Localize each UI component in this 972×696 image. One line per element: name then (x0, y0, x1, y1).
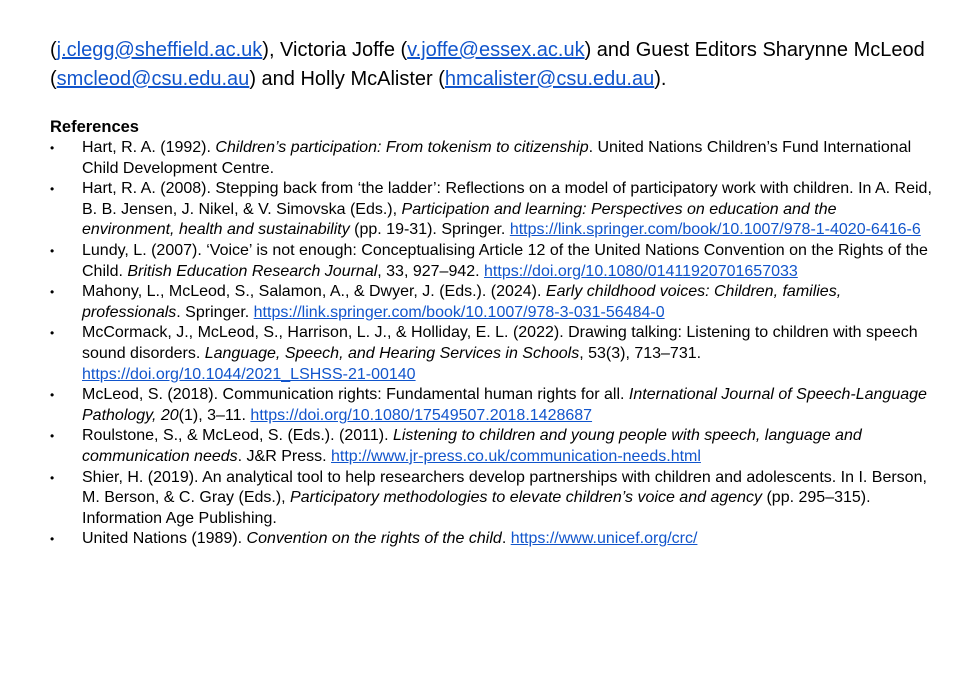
reference-text: United Nations (1989). (82, 530, 247, 548)
bullet-icon: • (50, 243, 55, 258)
intro-text: ). (654, 68, 667, 90)
intro-text: ( (50, 39, 57, 61)
reference-text: (1), 3–11. (178, 406, 251, 424)
reference-title: International Journal of Speech-Language Pathology, 20 (82, 386, 927, 424)
intro-text: ) and Guest Editors Sharynne McLeod ( (50, 39, 925, 90)
reference-item (50, 323, 932, 385)
reference-item (50, 529, 932, 550)
reference-title: Listening to children and young people with speech, language and communication needs (82, 427, 862, 465)
email-link-clegg[interactable]: j.clegg@sheffield.ac.uk (56, 39, 263, 61)
reference-item (50, 241, 932, 282)
reference-title: Language, Speech, and Hearing Services in Schools (204, 344, 580, 362)
bullet-icon: • (50, 388, 55, 403)
bullet-icon: • (50, 141, 55, 155)
reference-link[interactable]: https://www.unicef.org/crc/ (510, 530, 698, 548)
reference-title: Convention on the rights of the child (246, 530, 502, 548)
reference-text: Roulstone, S., & McLeod, S. (Eds.). (2011). (82, 427, 393, 445)
reference-item (50, 138, 932, 179)
bullet-icon: • (50, 470, 55, 485)
reference-title: Participatory methodologies to elevate children’s voice and agency (290, 489, 763, 507)
reference-text: Shier, H. (2019). An analytical tool to help researchers develop partnerships with children and adolescents. In I. Berson, M. Berson, & C. Gray (Eds.), (82, 468, 927, 507)
reference-text: McLeod, S. (2018). Communication rights: Fundamental human rights for all. (82, 386, 629, 404)
reference-link[interactable]: https://doi.org/10.1080/17549507.2018.1428687 (250, 406, 593, 424)
reference-title: Early childhood voices: Children, families, professionals (82, 283, 842, 321)
reference-item (50, 282, 932, 323)
reference-item (50, 468, 932, 530)
references-list (50, 138, 932, 550)
reference-item (50, 385, 932, 426)
intro-text: ) and Holly McAlister ( (249, 68, 445, 90)
reference-text: (pp. 19-31). Springer. (349, 221, 510, 239)
bullet-icon: • (50, 182, 55, 197)
reference-link[interactable]: http://www.jr-press.co.uk/communication-needs.html (331, 447, 701, 465)
reference-text: Hart, R. A. (1992). (82, 139, 216, 156)
reference-item (50, 426, 932, 467)
reference-title: Children’s participation: From tokenism to citizenship (215, 139, 589, 156)
reference-text: (pp. 295–315). Information Age Publishing. (82, 489, 871, 527)
intro-text: ), Victoria Joffe ( (262, 39, 408, 61)
reference-text: Mahony, L., McLeod, S., Salamon, A., & Dwyer, J. (Eds.). (2024). (82, 283, 546, 301)
reference-text: , 53(3), 713–731. (579, 344, 702, 362)
reference-link[interactable]: https://link.springer.com/book/10.1007/978-3-031-56484-0 (253, 303, 665, 321)
reference-text: Lundy, L. (2007). ‘Voice’ is not enough: Conceptualising Article 12 of the United Nations Convention on the Rights of the Child. (82, 241, 928, 280)
reference-link[interactable]: https://link.springer.com/book/10.1007/978-1-4020-6416-6 (509, 221, 921, 239)
reference-text: , 33, 927–942. (377, 262, 485, 280)
intro-paragraph (50, 36, 932, 94)
bullet-icon: • (50, 285, 55, 300)
reference-text: . J&R Press. (237, 447, 331, 465)
reference-link[interactable]: https://doi.org/10.1044/2021_LSHSS-21-00140 (82, 365, 416, 383)
reference-text: . United Nations Children’s Fund International Child Development Centre. (82, 139, 912, 177)
reference-text: . Springer. (176, 303, 254, 321)
email-link-joffe[interactable]: v.joffe@essex.ac.uk (407, 39, 585, 61)
reference-text: Hart, R. A. (2008). Stepping back from ‘the ladder’: Reflections on a model of participatory work with children. In A. Reid, B. B. Jensen, J. Nikel, & V. Simovska (Eds.), (82, 180, 932, 218)
reference-text: . (501, 530, 511, 548)
reference-title: British Education Research Journal (127, 262, 378, 280)
email-link-mcalister[interactable]: hmcalister@csu.edu.au (444, 68, 655, 90)
reference-link[interactable]: https://doi.org/10.1080/01411920701657033 (484, 262, 798, 280)
reference-item (50, 179, 932, 241)
bullet-icon: • (50, 326, 55, 341)
references-heading: References (50, 118, 139, 136)
bullet-icon: • (50, 429, 55, 444)
reference-title: Participation and learning: Perspectives on education and the environment, health and sustainability (82, 200, 837, 239)
reference-text: McCormack, J., McLeod, S., Harrison, L. J., & Holliday, E. L. (2022). Drawing talking: Listening to children with speech sound disorders. (82, 324, 918, 362)
email-link-mcleod[interactable]: smcleod@csu.edu.au (56, 68, 250, 90)
bullet-icon: • (50, 532, 55, 547)
